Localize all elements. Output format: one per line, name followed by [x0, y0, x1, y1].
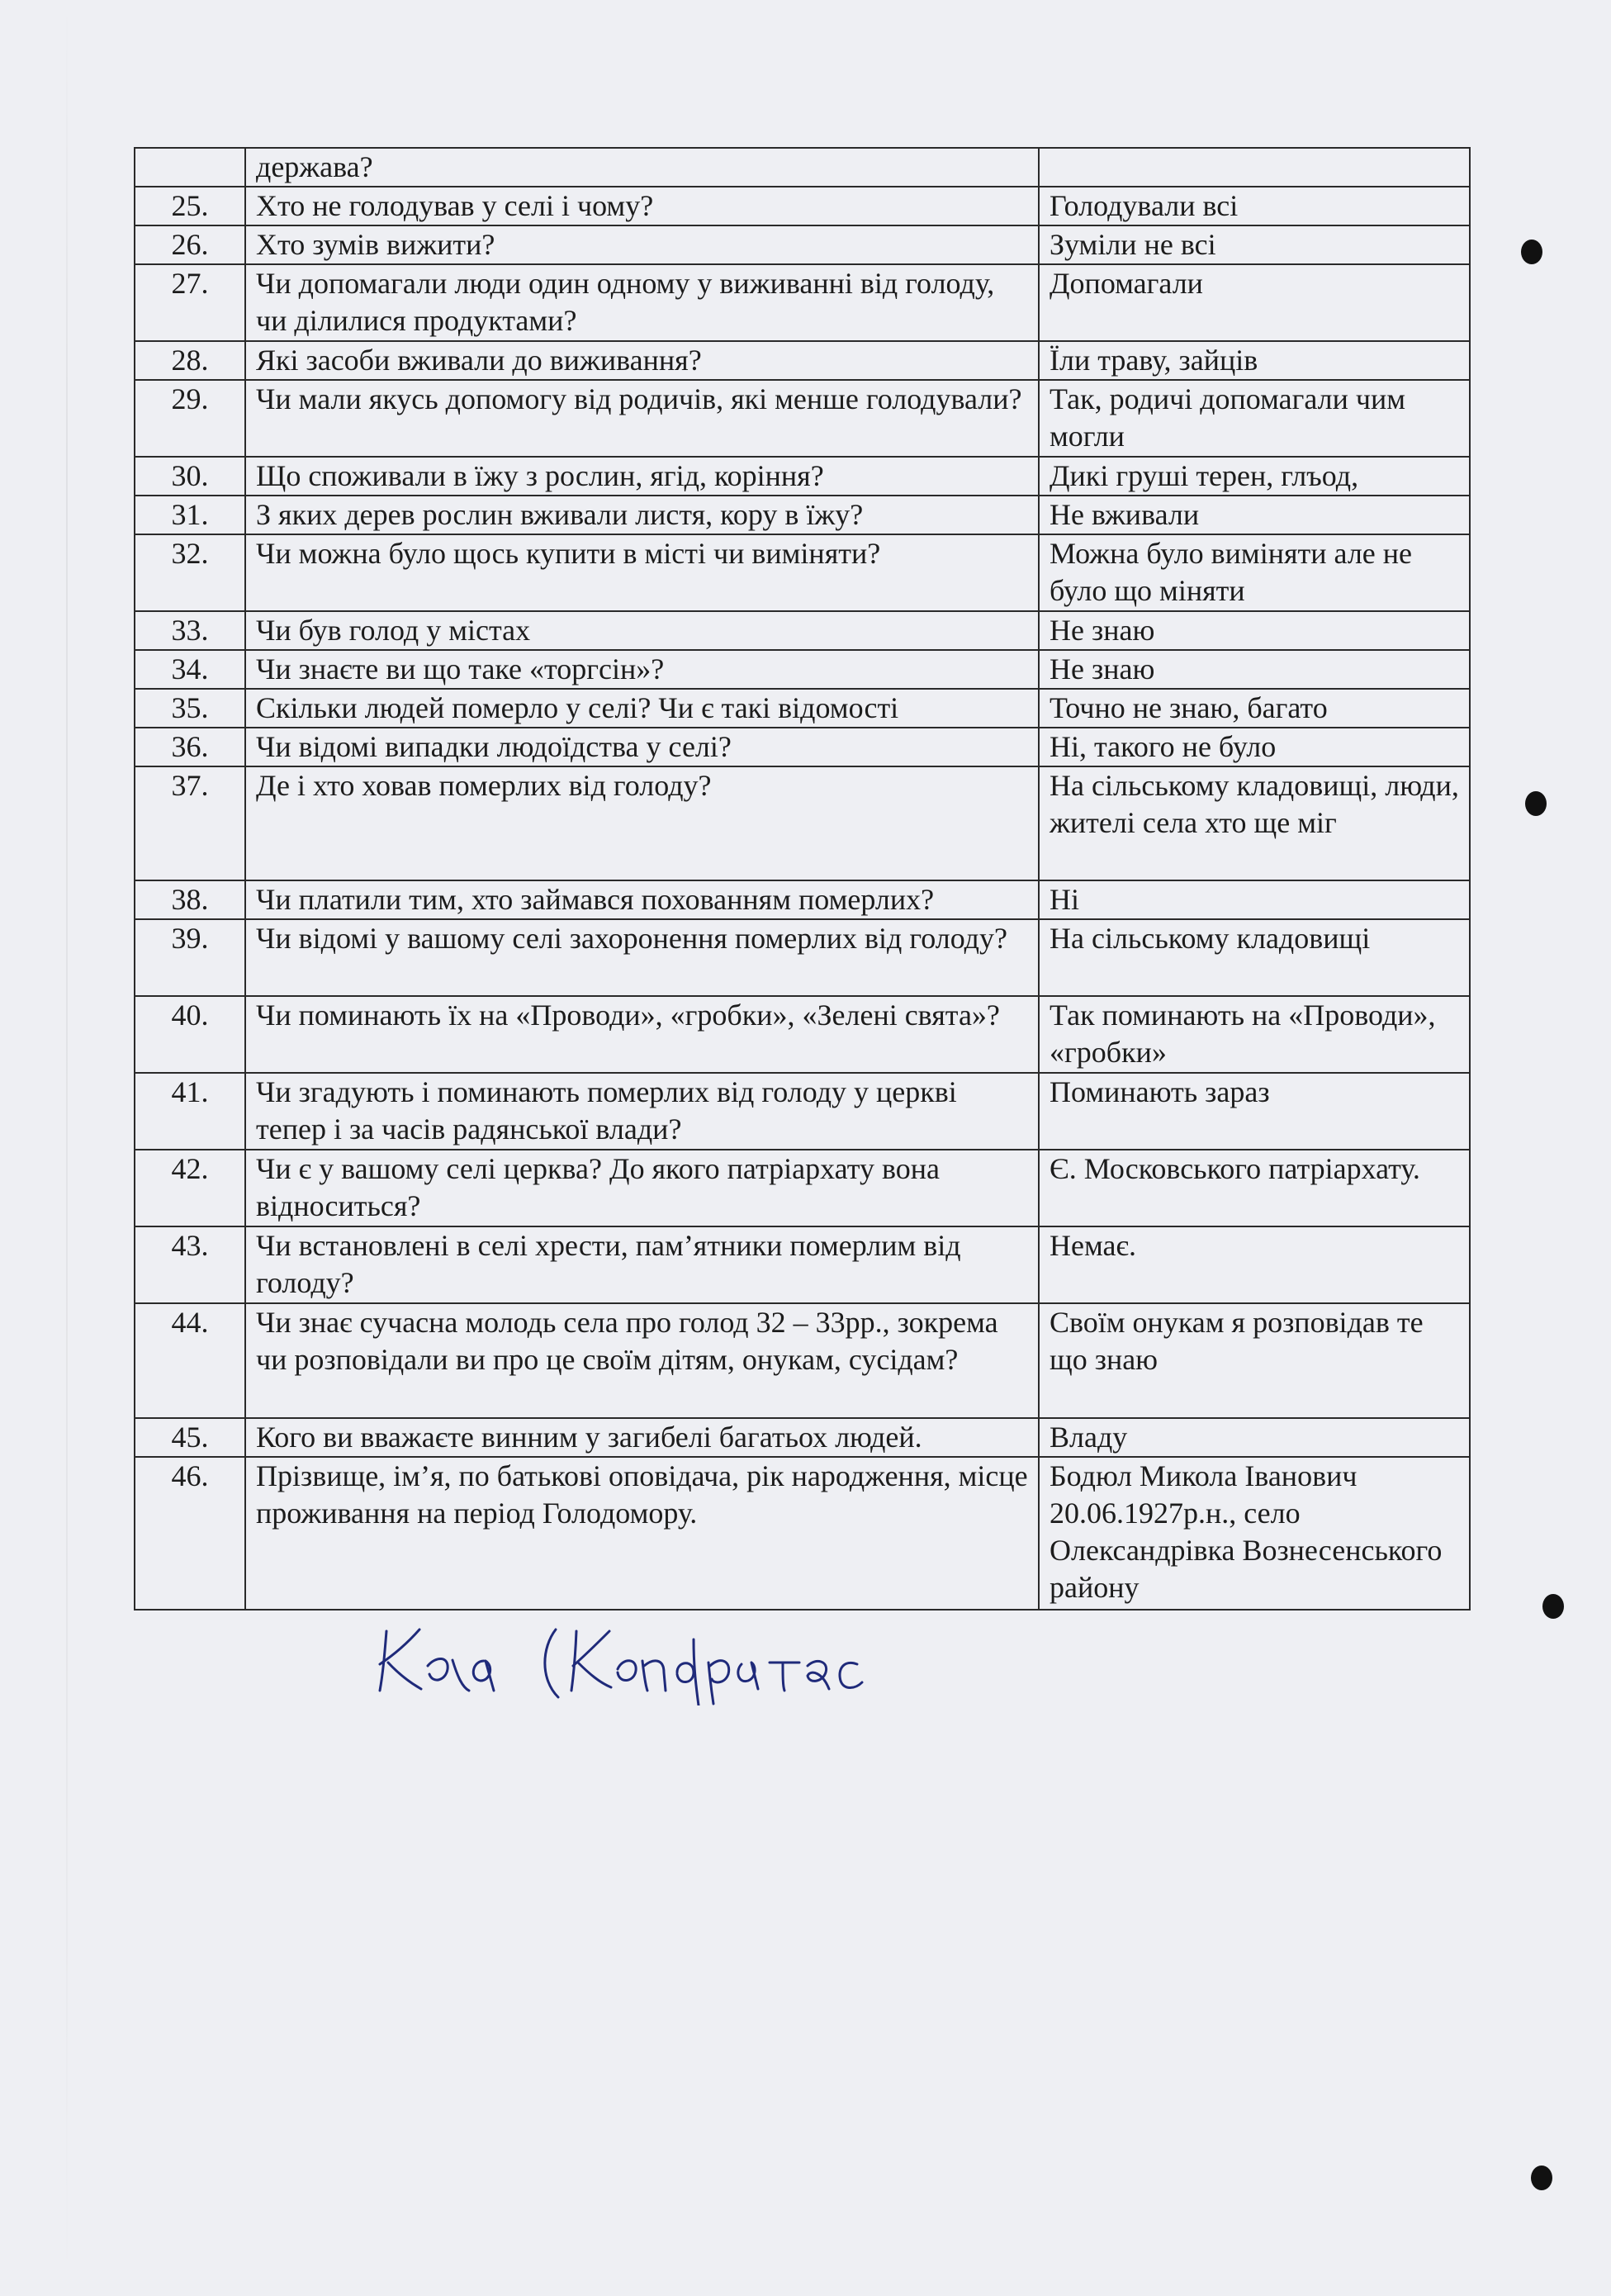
punch-hole — [1525, 791, 1547, 816]
answer-cell: Допомагали — [1039, 264, 1470, 341]
question-cell: Чи знаєте ви що таке «торгсін»? — [245, 650, 1039, 689]
answer-cell: Не знаю — [1039, 650, 1470, 689]
question-cell: Чи поминають їх на «Проводи», «гробки», «Зелені свята»? — [245, 996, 1039, 1073]
row-number: 46. — [135, 1457, 245, 1610]
question-cell: Хто не голодував у селі і чому? — [245, 187, 1039, 225]
answer-cell: Так, родичі допомагали чим могли — [1039, 380, 1470, 457]
question-cell: Чи платили тим, хто займався похованням померлих? — [245, 880, 1039, 919]
row-number: 29. — [135, 380, 245, 457]
answer-cell: На сільському кладовищі — [1039, 919, 1470, 996]
row-number: 30. — [135, 457, 245, 496]
punch-hole — [1531, 2166, 1552, 2190]
row-number: 35. — [135, 689, 245, 728]
table-row — [135, 650, 1470, 689]
question-cell: Прізвище, ім’я, по батькові оповідача, рік народження, місце проживання на період Голодомору. — [245, 1457, 1039, 1610]
handwritten-signature — [370, 1615, 865, 1705]
table-row — [135, 1457, 1470, 1610]
answer-cell: Не знаю — [1039, 611, 1470, 650]
row-number: 40. — [135, 996, 245, 1073]
answer-cell: Голодували всі — [1039, 187, 1470, 225]
table-row — [135, 728, 1470, 766]
question-cell: Чи мали якусь допомогу від родичів, які менше голодували? — [245, 380, 1039, 457]
row-number: 28. — [135, 341, 245, 380]
table-row — [135, 534, 1470, 611]
table-row — [135, 1226, 1470, 1303]
table-row — [135, 1150, 1470, 1226]
row-number: 38. — [135, 880, 245, 919]
row-number: 36. — [135, 728, 245, 766]
table-row — [135, 225, 1470, 264]
answer-cell: На сільському кладовищі, люди, жителі села хто ще міг — [1039, 766, 1470, 880]
question-cell: Чи відомі випадки людоїдства у селі? — [245, 728, 1039, 766]
row-number: 44. — [135, 1303, 245, 1418]
question-cell: З яких дерев рослин вживали листя, кору в їжу? — [245, 496, 1039, 534]
row-number: 42. — [135, 1150, 245, 1226]
answer-cell: Дикі груші терен, глъод, — [1039, 457, 1470, 496]
question-cell: Чи є у вашому селі церква? До якого патріархату вона відноситься? — [245, 1150, 1039, 1226]
row-number: 25. — [135, 187, 245, 225]
answer-cell: Можна було виміняти але не було що міняти — [1039, 534, 1470, 611]
question-cell: Чи був голод у містах — [245, 611, 1039, 650]
row-number — [135, 148, 245, 187]
questionnaire-table — [134, 147, 1471, 1611]
answer-cell: Зуміли не всі — [1039, 225, 1470, 264]
row-number: 37. — [135, 766, 245, 880]
question-cell: держава? — [245, 148, 1039, 187]
table-row — [135, 148, 1470, 187]
row-number: 43. — [135, 1226, 245, 1303]
table-row — [135, 919, 1470, 996]
answer-cell — [1039, 148, 1470, 187]
answer-cell: Владу — [1039, 1418, 1470, 1457]
answer-cell: Ні — [1039, 880, 1470, 919]
row-number: 32. — [135, 534, 245, 611]
row-number: 39. — [135, 919, 245, 996]
question-cell: Чи згадують і поминають померлих від голоду у церкві тепер і за часів радянської влади? — [245, 1073, 1039, 1150]
row-number: 41. — [135, 1073, 245, 1150]
answer-cell: Ні, такого не було — [1039, 728, 1470, 766]
row-number: 31. — [135, 496, 245, 534]
punch-hole — [1542, 1594, 1564, 1619]
page-fold-shadow — [66, 0, 68, 2296]
punch-hole — [1521, 240, 1542, 264]
table-row — [135, 611, 1470, 650]
question-cell: Чи допомагали люди один одному у виживанні від голоду, чи ділилися продуктами? — [245, 264, 1039, 341]
answer-cell: Їли траву, зайців — [1039, 341, 1470, 380]
row-number: 26. — [135, 225, 245, 264]
table-row — [135, 689, 1470, 728]
question-cell: Чи встановлені в селі хрести, пам’ятники померлим від голоду? — [245, 1226, 1039, 1303]
table-row — [135, 341, 1470, 380]
answer-cell: Бодюл Микола Іванович 20.06.1927р.н., село Олександрівка Вознесенського району — [1039, 1457, 1470, 1610]
table-row — [135, 496, 1470, 534]
table-row — [135, 264, 1470, 341]
table-row — [135, 380, 1470, 457]
row-number: 34. — [135, 650, 245, 689]
question-cell: Чи відомі у вашому селі захоронення померлих від голоду? — [245, 919, 1039, 996]
table-row — [135, 1073, 1470, 1150]
answer-cell: Точно не знаю, багато — [1039, 689, 1470, 728]
answer-cell: Не вживали — [1039, 496, 1470, 534]
table-row — [135, 1303, 1470, 1418]
question-cell: Де і хто ховав померлих від голоду? — [245, 766, 1039, 880]
table-row — [135, 766, 1470, 880]
question-cell: Що споживали в їжу з рослин, ягід, коріння? — [245, 457, 1039, 496]
answer-cell: Є. Московського патріархату. — [1039, 1150, 1470, 1226]
answer-cell: Своїм онукам я розповідав те що знаю — [1039, 1303, 1470, 1418]
table-row — [135, 880, 1470, 919]
question-cell: Скільки людей померло у селі? Чи є такі відомості — [245, 689, 1039, 728]
row-number: 27. — [135, 264, 245, 341]
answer-cell: Немає. — [1039, 1226, 1470, 1303]
table-row — [135, 996, 1470, 1073]
question-cell: Чи знає сучасна молодь села про голод 32 – 33рр., зокрема чи розповідали ви про це своїм дітям, онукам, сусідам? — [245, 1303, 1039, 1418]
answer-cell: Так поминають на «Проводи», «гробки» — [1039, 996, 1470, 1073]
row-number: 33. — [135, 611, 245, 650]
table-row — [135, 187, 1470, 225]
question-cell: Кого ви вважаєте винним у загибелі багатьох людей. — [245, 1418, 1039, 1457]
question-cell: Які засоби вживали до виживання? — [245, 341, 1039, 380]
answer-cell: Поминають зараз — [1039, 1073, 1470, 1150]
question-cell: Хто зумів вижити? — [245, 225, 1039, 264]
table-row — [135, 457, 1470, 496]
table-row — [135, 1418, 1470, 1457]
row-number: 45. — [135, 1418, 245, 1457]
question-cell: Чи можна було щось купити в місті чи виміняти? — [245, 534, 1039, 611]
